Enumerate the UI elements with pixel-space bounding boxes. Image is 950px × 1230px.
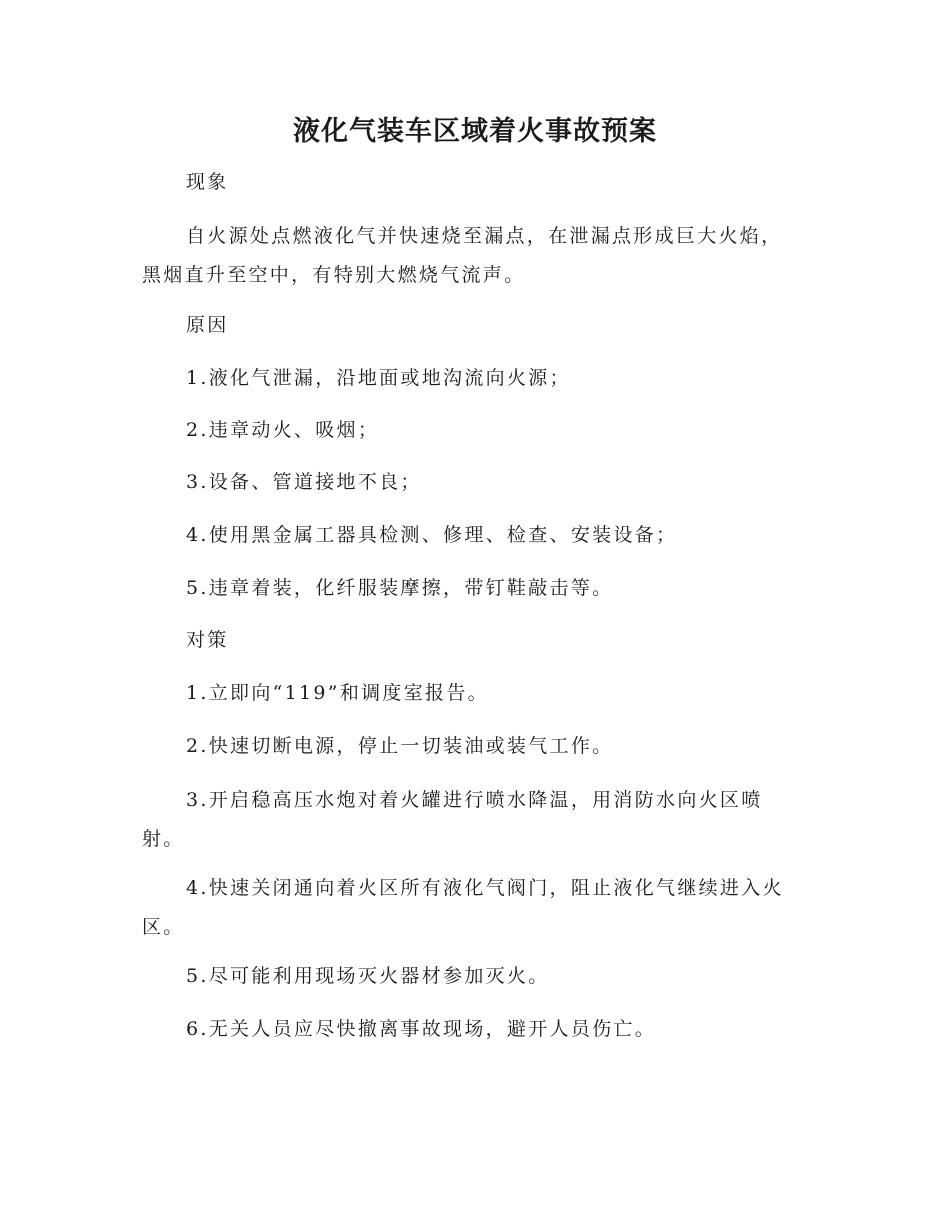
cause-item-2: 2.违章动火、吸烟； xyxy=(186,419,380,441)
measure-item-3: 3.开启稳高压水炮对着火罐进行喷水降温，用消防水向火区喷射。 xyxy=(142,789,763,850)
paragraph-phenomenon-desc: 自火源处点燃液化气并快速烧至漏点，在泄漏点形成巨大火焰，黑烟直升至空中，有特别大燃烧气流声。 xyxy=(142,225,783,286)
section-heading-causes: 原因 xyxy=(186,314,229,336)
cause-item-3: 3.设备、管道接地不良； xyxy=(186,471,422,493)
document-title: 液化气装车区域着火事故预案 xyxy=(293,116,657,147)
cause-item-5: 5.违章着装，化纤服装摩擦，带钉鞋敲击等。 xyxy=(186,577,614,599)
measure-item-2: 2.快速切断电源，停止一切装油或装气工作。 xyxy=(186,735,614,757)
measure-item-1: 1.立即向“119”和调度室报告。 xyxy=(186,682,489,704)
cause-item-4: 4.使用黑金属工器具检测、修理、检查、安装设备； xyxy=(186,524,678,546)
measure-item-4: 4.快速关闭通向着火区所有液化气阀门，阻止液化气继续进入火区。 xyxy=(142,877,784,938)
section-heading-phenomenon: 现象 xyxy=(186,171,229,193)
measure-item-6: 6.无关人员应尽快撤离事故现场，避开人员伤亡。 xyxy=(186,1018,657,1040)
measure-item-5: 5.尽可能利用现场灭火器材参加灭火。 xyxy=(186,965,550,987)
cause-item-1: 1.液化气泄漏，沿地面或地沟流向火源； xyxy=(186,367,571,389)
section-heading-measures: 对策 xyxy=(186,629,229,651)
